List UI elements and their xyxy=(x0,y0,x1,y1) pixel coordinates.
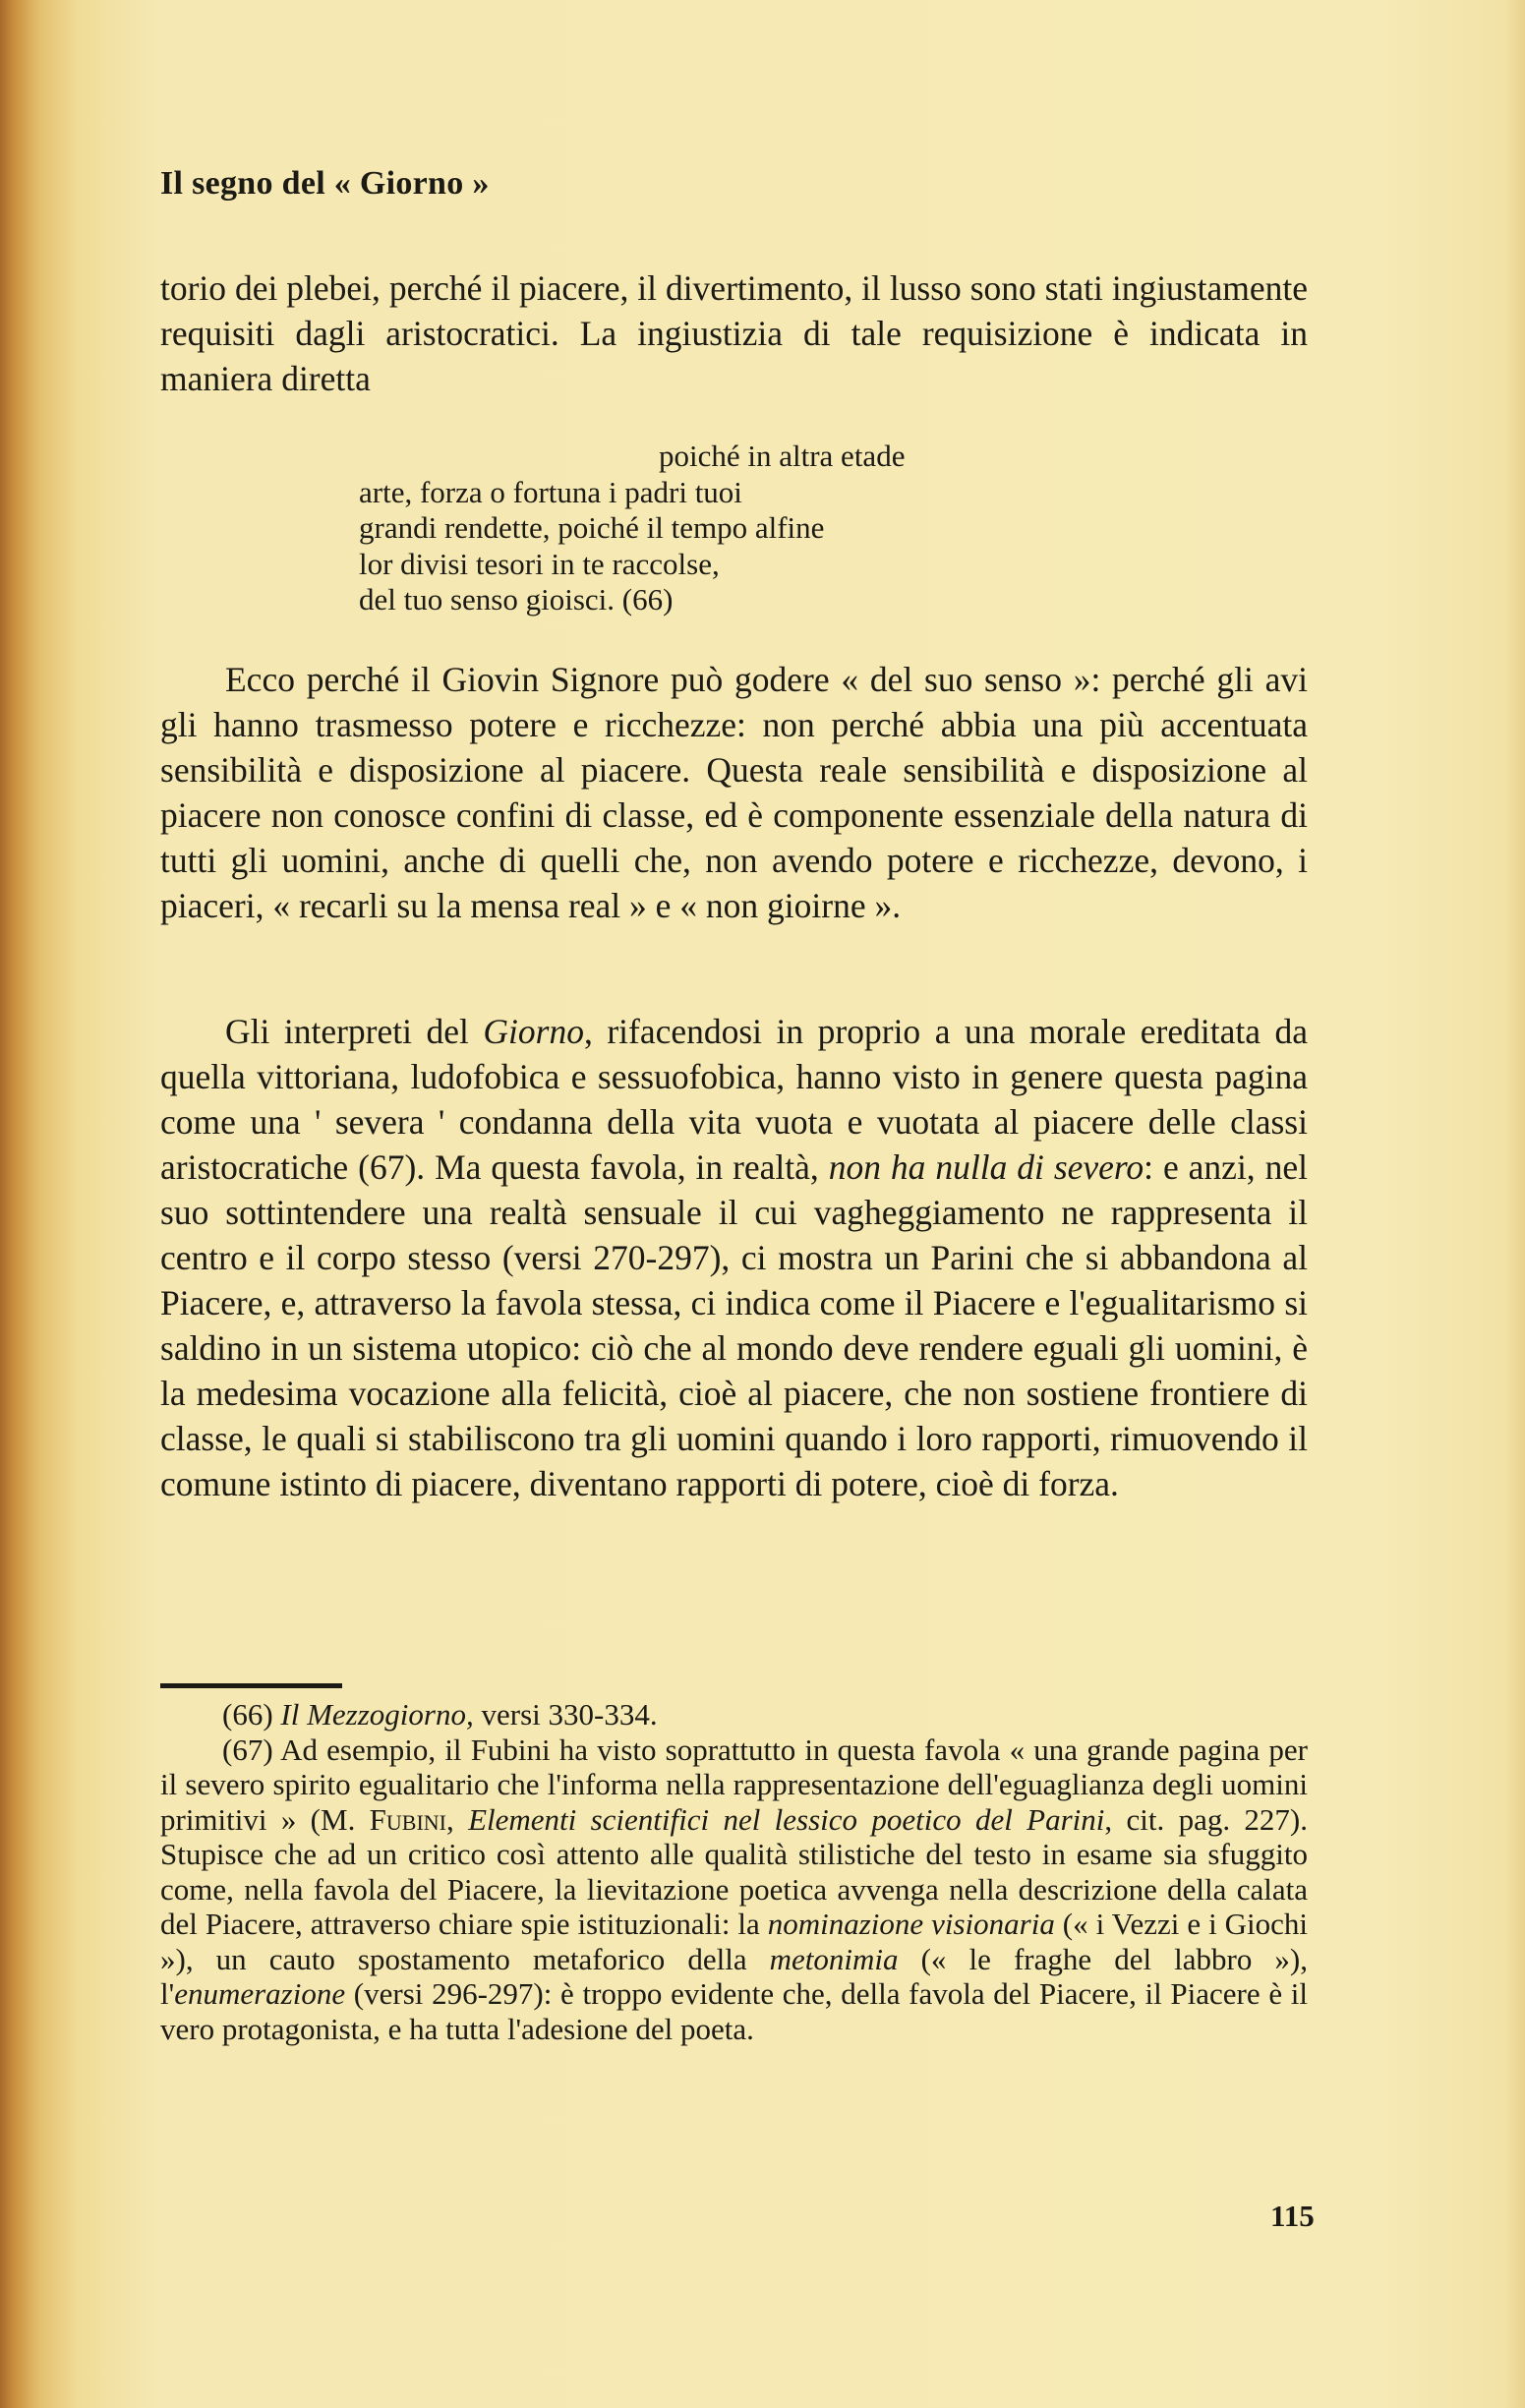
text-run: Gli interpreti del xyxy=(225,1012,484,1051)
verse-line: poiché in altra etade xyxy=(659,439,906,473)
paragraph-3 xyxy=(160,1009,1308,1506)
footnote-67 xyxy=(160,1733,1308,2047)
text-run: (67) Ad esempio, il Fubini ha visto soprattutto in questa favola « una grande pagina per il severo spirito egualitario che l'informa nella rappresentazione dell'eguaglianza degli uomini primitivi » (M. xyxy=(160,1732,1308,1837)
italic-title: Il Mezzogiorno, xyxy=(280,1697,474,1732)
text-run: (versi 296-297): è troppo evidente che, della favola del Piacere, il Piacere è il vero protagonista, e ha tutta l'adesione del poeta. xyxy=(160,1976,1308,2046)
text-run: , cit. pag. 227). Stupisce che ad un critico così attento alle qualità stilistiche del testo in esame sia sfuggito come, nella favola del Piacere, la lievitazione poetica avvenga nella descrizione della calata del Piacere, attraverso chiare spie istituzionali: la xyxy=(160,1801,1308,1941)
paragraph-2: Ecco perché il Giovin Signore può godere « del suo senso »: perché gli avi gli hanno trasmesso potere e ricchezze: non perché abbia una più accentuata sensibilità e disposizione al piacere. Questa reale sensibilità e disposizione al piacere non conosce confini di classe, ed è componente essenziale della natura di tutti gli uomini, anche di quelli che, non avendo potere e ricchezze, devono, i piaceri, « recarli su la mensa real » e « non gioirne ». xyxy=(160,660,1308,925)
running-header: Il segno del « Giorno » xyxy=(160,165,490,202)
verse-line: grandi rendette, poiché il tempo alfine xyxy=(359,510,825,545)
page-number: 115 xyxy=(1270,2199,1315,2233)
text-run: (« le fraghe del labbro »), l' xyxy=(160,1941,1308,2011)
author-name: Fubini xyxy=(369,1801,446,1837)
text-run: , rifacendosi in proprio a una morale ereditata da quella vittoriana, ludofobica e sessuofobica, hanno visto in genere questa pagina come una ' severa ' condanna della vita vuota e vuotata al piacere delle classi aristocratiche (67). Ma questa favola, in realtà, xyxy=(160,1012,1308,1187)
footnotes xyxy=(160,1697,1308,2046)
verse-line: arte, forza o fortuna i padri tuoi xyxy=(359,474,742,509)
italic-phrase: non ha nulla di severo xyxy=(828,1147,1144,1187)
verse-line: lor divisi tesori in te raccolse, xyxy=(359,546,720,581)
paragraph-1: torio dei plebei, perché il piacere, il divertimento, il lusso sono stati ingiustamente requisiti dagli aristocratici. La ingiustizia di tale requisizione è indicata in maniera diretta xyxy=(160,268,1308,398)
verse-line: del tuo senso gioisci. (66) xyxy=(359,582,674,617)
italic-term: nominazione visionaria xyxy=(767,1907,1055,1941)
italic-title: Giorno xyxy=(483,1012,584,1051)
text-run: , xyxy=(446,1801,469,1837)
italic-title: Elementi scientifici nel lessico poetico del Parini xyxy=(468,1801,1105,1837)
text-run: (« i Vezzi e i Giochi »), un cauto spostamento metaforico della xyxy=(160,1907,1309,1976)
footnote-separator xyxy=(160,1683,342,1688)
footnote-66 xyxy=(160,1697,1308,1733)
text-run: : e anzi, nel suo sottintendere una realtà sensuale il cui vagheggiamento ne rappresenta il centro e il corpo stesso (versi 270-297), ci mostra un Parini che si abbandona al Piacere, e, attraverso la favola stessa, ci indica come il Piacere e l'egualitarismo si saldino in un sistema utopico: ciò che al mondo deve rendere eguali gli uomini, è la medesima vocazione alla felicità, cioè al piacere, che non sostiene frontiere di classe, le quali si stabiliscono tra gli uomini quando i loro rapporti, rimuovendo il comune istinto di piacere, diventano rapporti di potere, cioè di forza. xyxy=(160,1147,1308,1503)
footnote-number: (66) xyxy=(222,1697,281,1732)
italic-term: enumerazione xyxy=(174,1976,346,2011)
italic-term: metonimia xyxy=(769,1941,899,1976)
verse-quotation xyxy=(359,439,905,618)
text-run: versi 330-334. xyxy=(473,1697,658,1732)
